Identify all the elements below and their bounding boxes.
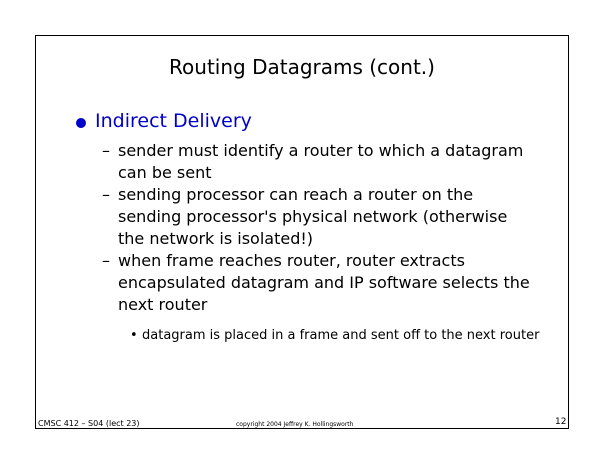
dash-icon: – [102,185,110,204]
sub-bullet [102,140,532,184]
sub-sub-bullet-text: datagram is placed in a frame and sent off to the next router [142,328,540,343]
sub-bullet-text: sending processor can reach a router on the sending processor's physical network (otherwise the network is isolated!) [118,185,508,248]
sub-bullet-list [102,140,532,316]
footer-copyright: copyright 2004 Jeffrey K. Hollingsworth [236,421,354,428]
main-bullet: Indirect Delivery [95,110,252,132]
dash-icon: – [102,141,110,160]
sub-bullet [102,184,532,250]
sub-bullet-text: when frame reaches router, router extracts encapsulated datagram and IP software selects the next router [118,251,530,314]
slide-title: Routing Datagrams (cont.) [169,55,435,79]
sub-sub-bullet [130,327,542,345]
sub-bullet-text: sender must identify a router to which a datagram can be sent [118,141,524,182]
footer-course: CMSC 412 – S04 (lect 23) [38,419,140,428]
dash-icon: – [102,251,110,270]
bullet-point-icon: • [130,328,138,343]
sub-bullet [102,250,532,316]
page-number: 12 [555,417,567,427]
bullet-dot-icon [76,118,86,128]
